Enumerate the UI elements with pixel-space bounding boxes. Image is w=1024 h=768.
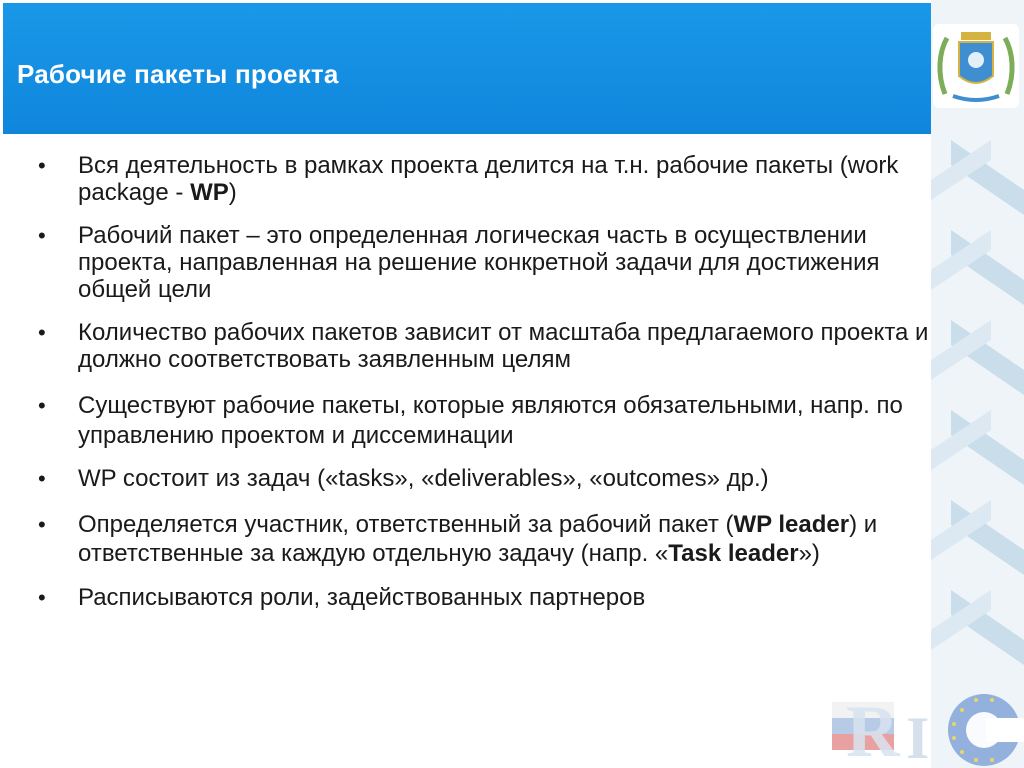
bullet-item — [35, 510, 935, 568]
svg-text:I: I — [906, 705, 930, 768]
bullet-text: ) и ответственные за каждую отдельную задачу (напр. « — [78, 511, 878, 567]
bold-term: WP — [190, 179, 229, 206]
bullet-item — [35, 222, 935, 303]
bullet-dot: • — [38, 223, 46, 248]
bullet-dot: • — [38, 393, 46, 418]
bullet-text: Существуют рабочие пакеты, которые являются обязательными, напр. по управлению проектом и диссеминации — [78, 392, 903, 449]
bold-term: Task leader — [668, 540, 799, 567]
bullet-list — [35, 152, 935, 611]
bullet-text: Определяется участник, ответственный за рабочий пакет ( — [78, 511, 734, 538]
bullet-text: ») — [798, 540, 820, 567]
bold-term: WP leader — [733, 511, 850, 538]
bullet-text: WP состоит из задач («tasks», «deliverables», «outcomes» др.) — [78, 465, 769, 492]
bullet-text: Вся деятельность в рамках проекта делится на т.н. рабочие пакеты (work package - — [78, 152, 899, 206]
svg-text:R: R — [846, 691, 900, 768]
bullet-text: Количество рабочих пакетов зависит от масштаба предлагаемого проекта и должно соответствовать заявленным целям — [78, 319, 929, 373]
bullet-dot: • — [38, 466, 46, 491]
bullet-item — [35, 465, 935, 492]
bullet-item — [35, 319, 935, 373]
emblem-icon — [933, 24, 1019, 108]
decorative-side-strip — [931, 0, 1024, 768]
chevron-pattern — [931, 0, 1024, 768]
bullet-text: Расписываются роли, задействованных партнеров — [78, 584, 646, 611]
bullet-dot: • — [38, 512, 46, 537]
slide-title: Рабочие пакеты проекта — [17, 59, 339, 89]
bullet-text: Рабочий пакет – это определенная логическая часть в осуществлении проекта, направленная на решение конкретной задачи для достижения общей цели — [78, 222, 880, 303]
bullet-item — [35, 152, 935, 206]
bullet-item — [35, 584, 935, 611]
ric-logo — [826, 676, 1024, 768]
coat-of-arms-emblem — [933, 24, 1019, 108]
bullet-item — [35, 391, 935, 451]
bullet-text: ) — [228, 179, 237, 206]
bullet-dot: • — [38, 585, 46, 610]
bullet-dot: • — [38, 320, 46, 345]
bullet-dot: • — [38, 153, 46, 178]
title-bar — [3, 3, 931, 134]
ric-logo-icon — [826, 676, 1024, 768]
